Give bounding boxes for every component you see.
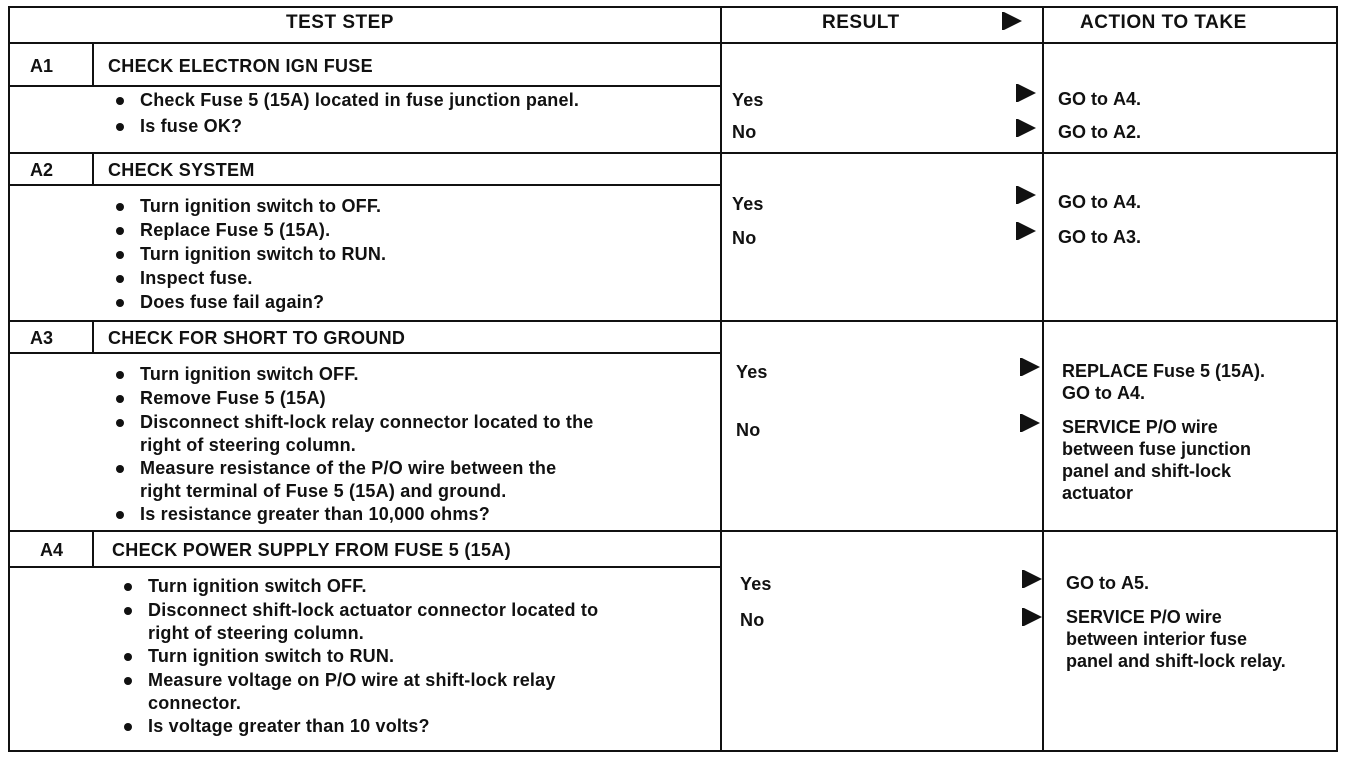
result-column-divider xyxy=(720,6,722,750)
a3-result-yes: Yes xyxy=(736,362,768,382)
bullet-icon xyxy=(116,299,124,307)
header-bottom-border xyxy=(8,42,1336,44)
step-title-a1: CHECK ELECTRON IGN FUSE xyxy=(108,56,373,76)
a3-result-no: No xyxy=(736,420,761,440)
a2-item-1: Turn ignition switch to OFF. xyxy=(140,196,382,216)
step-title-a2: CHECK SYSTEM xyxy=(108,160,255,180)
bullet-icon xyxy=(116,395,124,403)
step-title-a3: CHECK FOR SHORT TO GROUND xyxy=(108,328,406,348)
a3-item-5: Is resistance greater than 10,000 ohms? xyxy=(140,504,490,524)
a2-result-yes: Yes xyxy=(732,194,764,214)
a2-item-4: Inspect fuse. xyxy=(140,268,253,288)
header-arrow-icon xyxy=(1004,12,1022,30)
a2-item-5: Does fuse fail again? xyxy=(140,292,325,312)
arrow-icon xyxy=(1018,84,1036,102)
bullet-icon xyxy=(124,723,132,731)
bullet-icon xyxy=(116,511,124,519)
a2-result-no: No xyxy=(732,228,757,248)
arrow-icon xyxy=(1018,222,1036,240)
step-id-a4: A4 xyxy=(40,540,64,560)
a2-action-no: GO to A3. xyxy=(1058,227,1142,247)
a2-item-3: Turn ignition switch to RUN. xyxy=(140,244,387,264)
arrow-icon xyxy=(1018,186,1036,204)
a4-action-yes: GO to A5. xyxy=(1066,573,1150,593)
a2-action-yes: GO to A4. xyxy=(1058,192,1142,212)
arrow-icon xyxy=(1022,414,1040,432)
arrow-icon xyxy=(1024,570,1042,588)
a3-item-2: Remove Fuse 5 (15A) xyxy=(140,388,326,408)
bullet-icon xyxy=(116,203,124,211)
step-id-a3: A3 xyxy=(30,328,54,348)
header-result: RESULT xyxy=(822,12,900,33)
a4-item-4: Measure voltage on P/O wire at shift-lock relay xyxy=(148,670,556,690)
bullet-icon xyxy=(116,97,124,105)
a1-item-2: Is fuse OK? xyxy=(140,116,243,136)
a4-result-yes: Yes xyxy=(740,574,772,594)
a4-item-5: Is voltage greater than 10 volts? xyxy=(148,716,430,736)
bullet-icon xyxy=(124,607,132,615)
a2-id-divider xyxy=(92,152,94,184)
a3-row-bottom xyxy=(8,530,1336,532)
a1-result-no: No xyxy=(732,122,757,142)
a3-title-bottom xyxy=(8,352,720,354)
bullet-icon xyxy=(124,677,132,685)
table-top-border xyxy=(8,6,1336,8)
a1-id-divider xyxy=(92,42,94,85)
a3-action-no: SERVICE P/O wire between fuse junction panel and shift-lock actuator xyxy=(1062,417,1252,503)
a4-item-4-cont: connector. xyxy=(148,693,242,713)
a3-item-4-cont: right terminal of Fuse 5 (15A) and ground. xyxy=(140,481,507,501)
a3-item-3-cont: right of steering column. xyxy=(140,435,357,455)
bullet-icon xyxy=(116,371,124,379)
a2-title-bottom xyxy=(8,184,720,186)
action-column-divider xyxy=(1042,6,1044,750)
a4-title-bottom xyxy=(8,566,720,568)
header-test-step: TEST STEP xyxy=(286,12,394,33)
a1-row-bottom xyxy=(8,152,1336,154)
header-action: ACTION TO TAKE xyxy=(1080,12,1247,33)
a1-action-yes: GO to A4. xyxy=(1058,89,1142,109)
a2-row-bottom xyxy=(8,320,1336,322)
a4-item-2: Disconnect shift-lock actuator connector located to xyxy=(148,600,599,620)
a4-item-2-cont: right of steering column. xyxy=(148,623,365,643)
step-title-a4: CHECK POWER SUPPLY FROM FUSE 5 (15A) xyxy=(112,540,511,560)
bullet-icon xyxy=(116,123,124,131)
a1-action-no: GO to A2. xyxy=(1058,122,1142,142)
arrow-icon xyxy=(1018,119,1036,137)
arrow-icon xyxy=(1024,608,1042,626)
table-left-border xyxy=(8,6,10,750)
a3-action-yes: REPLACE Fuse 5 (15A). GO to A4. xyxy=(1062,361,1266,403)
a3-item-4: Measure resistance of the P/O wire between the xyxy=(140,458,557,478)
bullet-icon xyxy=(116,275,124,283)
a1-title-bottom xyxy=(8,85,720,87)
a2-item-2: Replace Fuse 5 (15A). xyxy=(140,220,331,240)
bullet-icon xyxy=(116,251,124,259)
a3-item-3: Disconnect shift-lock relay connector located to the xyxy=(140,412,594,432)
a4-id-divider xyxy=(92,530,94,566)
bullet-icon xyxy=(116,465,124,473)
bullet-icon xyxy=(116,419,124,427)
a1-result-yes: Yes xyxy=(732,90,764,110)
a1-item-1: Check Fuse 5 (15A) located in fuse junction panel. xyxy=(140,90,580,110)
a3-item-1: Turn ignition switch OFF. xyxy=(140,364,359,384)
bullet-icon xyxy=(124,653,132,661)
bullet-icon xyxy=(116,227,124,235)
bullet-icon xyxy=(124,583,132,591)
a3-id-divider xyxy=(92,320,94,352)
step-id-a1: A1 xyxy=(30,56,54,76)
a4-result-no: No xyxy=(740,610,765,630)
arrow-icon xyxy=(1022,358,1040,376)
table-bottom-border xyxy=(8,750,1338,752)
a4-item-1: Turn ignition switch OFF. xyxy=(148,576,367,596)
step-id-a2: A2 xyxy=(30,160,54,180)
a4-item-3: Turn ignition switch to RUN. xyxy=(148,646,395,666)
table-right-border xyxy=(1336,6,1338,750)
a4-action-no: SERVICE P/O wire between interior fuse panel and shift-lock relay. xyxy=(1066,607,1286,671)
